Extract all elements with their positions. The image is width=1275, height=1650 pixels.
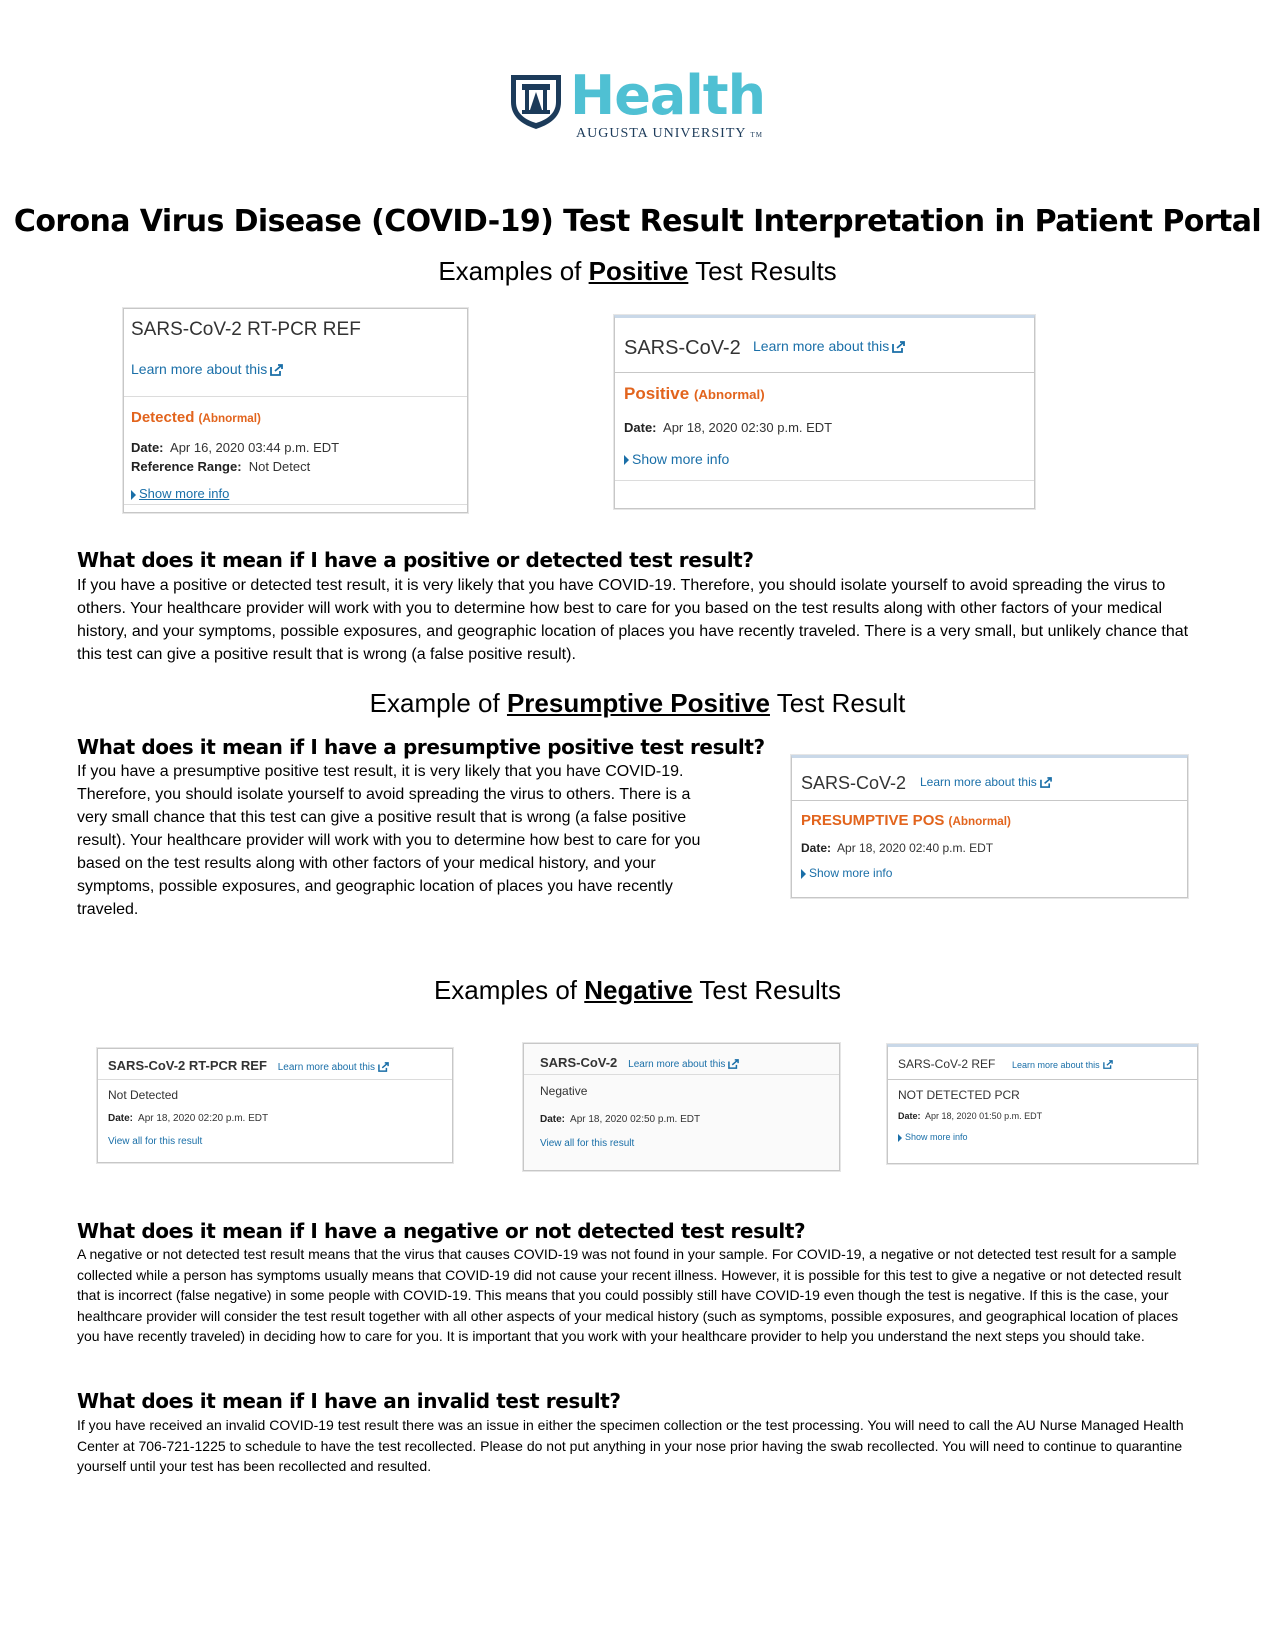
result-card-negative [523, 1043, 840, 1171]
invalid-explanation: If you have received an invalid COVID-19 test result there was an issue in either the specimen collection or the test processing. You will need to call the AU Nurse Managed Health Center at 706-721-1225 to schedule to have the test recollected. Please do not put anything in your nose prior having the swab recollected. You will need to continue to quarantine yourself until your test has been recollected and resulted. [77, 1417, 1184, 1474]
result-card-not-detected [97, 1048, 453, 1163]
result-value: Negative [540, 1084, 588, 1098]
caret-right-icon [898, 1134, 902, 1142]
learn-more-link[interactable]: Learn more about this [131, 361, 283, 377]
negative-question: What does it mean if I have a negative or not detected test result? [77, 1219, 806, 1243]
external-link-icon [728, 1059, 739, 1069]
result-value: Detected (Abnormal) [131, 409, 261, 426]
card-title: SARS-CoV-2 RT-PCR REF [131, 319, 361, 340]
show-more-info-link[interactable]: Show more info [131, 486, 229, 501]
reference-range: Reference Range: Not Detect [131, 459, 311, 474]
result-value: Positive (Abnormal) [624, 384, 765, 403]
external-link-icon [1040, 777, 1052, 788]
card-header: SARS-CoV-2 Learn more about this [540, 1055, 739, 1070]
external-link-icon [270, 364, 283, 376]
invalid-question: What does it mean if I have an invalid test result? [77, 1389, 621, 1413]
learn-more-link[interactable]: Learn more about this [753, 338, 905, 354]
result-date: Date: Apr 16, 2020 03:44 p.m. EDT [131, 440, 340, 455]
result-card-not-detected-pcr [887, 1044, 1198, 1164]
result-value: PRESUMPTIVE POS (Abnormal) [801, 812, 1011, 829]
positive-question: What does it mean if I have a positive or detected test result? [77, 548, 754, 572]
caret-right-icon [131, 490, 136, 500]
logo-subtitle: AUGUSTA UNIVERSITY TM [576, 126, 763, 141]
view-all-link[interactable]: View all for this result [108, 1136, 203, 1147]
external-link-icon [378, 1062, 389, 1072]
result-date: Date: Apr 18, 2020 02:50 p.m. EDT [540, 1114, 701, 1125]
result-date: Date: Apr 18, 2020 02:20 p.m. EDT [108, 1113, 269, 1124]
shield-logo-icon [508, 72, 564, 130]
show-more-info-link[interactable]: Show more info [624, 451, 729, 467]
presumptive-question: What does it mean if I have a presumptive positive test result? [77, 735, 765, 759]
result-value: NOT DETECTED PCR [898, 1088, 1020, 1102]
show-more-info-link[interactable]: Show more info [801, 866, 892, 880]
result-card-positive [614, 315, 1035, 509]
page-title: Corona Virus Disease (COVID-19) Test Result Interpretation in Patient Portal [13, 204, 1262, 239]
result-value: Not Detected [108, 1088, 179, 1102]
show-more-info-link[interactable]: Show more info [898, 1132, 968, 1142]
logo-wordmark: Health [570, 64, 766, 127]
card-header: SARS-CoV-2 REF Learn more about this [898, 1057, 1113, 1071]
result-card-presumptive [791, 755, 1188, 898]
learn-more-link[interactable]: Learn more about this [277, 1062, 376, 1073]
learn-more-link[interactable]: Learn more about this [920, 775, 1052, 789]
view-all-link[interactable]: View all for this result [540, 1138, 635, 1149]
result-card-rtpcr-detected [123, 308, 468, 513]
caret-right-icon [624, 455, 629, 465]
positive-explanation: If you have a positive or detected test result, it is very likely that you have COVID-19. Therefore, you should isolate yourself to avoid spreading the virus to others. Your healthcare provider will work with you to determine how best to care for you based on the test results along with other factors of your medical history, and your symptoms, possible exposures, and geographic location of places you have recently traveled. There is a very small, but unlikely chance that this test can give a positive result that is wrong (a false positive result). [77, 577, 1189, 663]
augusta-health-logo [508, 64, 768, 148]
positive-section-heading: Examples of Positive Test Results [438, 256, 837, 286]
card-title: SARS-CoV-2 [801, 773, 907, 793]
negative-explanation: A negative or not detected test result means that the virus that causes COVID-19 was not found in your sample. For COVID-19, a negative or not detected test result for a sample collected while a person has symptoms usually means that COVID-19 did not cause your recent illness. However, it is possible for this test to give a negative or not detected result that is incorrect (false negative) in some people with COVID-19. This means that you could possibly still have COVID-19 even though the test is negative. If this is the case, your healthcare provider will consider the test result together with all other aspects of your medical history (such as symptoms, possible exposures, and geographical location of places you have recently traveled) in deciding how to care for you. It is important that you work with your healthcare provider to help you understand the next steps you should take. [77, 1246, 1182, 1344]
result-date: Date: Apr 18, 2020 02:40 p.m. EDT [801, 841, 994, 855]
result-date: Date: Apr 18, 2020 02:30 p.m. EDT [624, 420, 833, 435]
negative-section-heading: Examples of Negative Test Results [433, 975, 842, 1005]
card-title: SARS-CoV-2 [624, 337, 741, 359]
caret-right-icon [801, 869, 806, 879]
learn-more-link[interactable]: Learn more about this [1012, 1060, 1100, 1070]
learn-more-link[interactable]: Learn more about this [628, 1059, 726, 1070]
presumptive-explanation: If you have a presumptive positive test result, it is very likely that you have COVID-19. Therefore, you should isolate yourself to avoid spreading the virus to others. There is a very small chance that this test can give a positive result that is wrong (a false positive result). Your healthcare provider will work with you to determine how best to care for you based on the test results along with other factors of your medical history, and your symptoms, possible exposures, and geographic location of places you have recently traveled. [77, 763, 701, 918]
external-link-icon [892, 341, 905, 353]
card-header: SARS-CoV-2 RT-PCR REF Learn more about this [108, 1058, 389, 1073]
result-date: Date: Apr 18, 2020 01:50 p.m. EDT [898, 1111, 1043, 1121]
presumptive-section-heading: Example of Presumptive Positive Test Result [369, 688, 906, 718]
external-link-icon [1103, 1060, 1113, 1069]
